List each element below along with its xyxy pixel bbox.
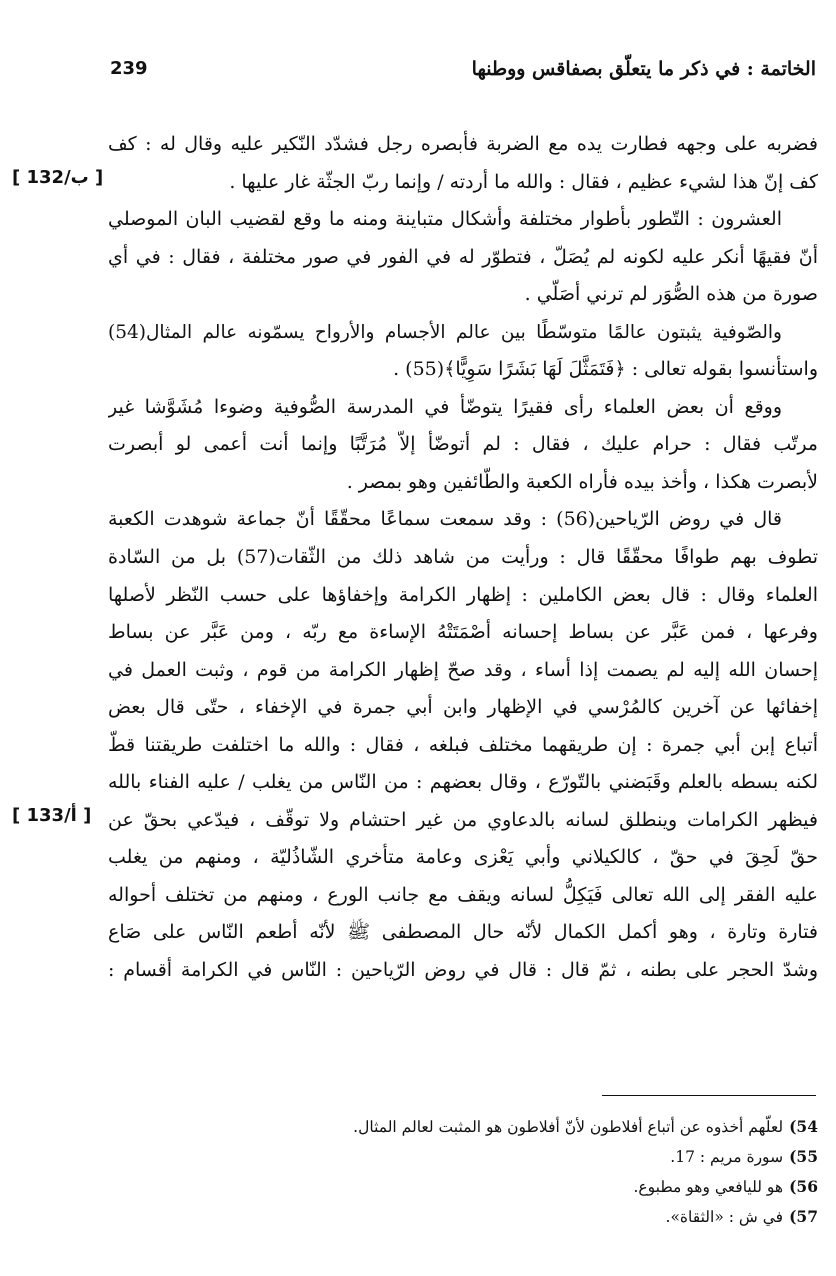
text-line: ووقع أن بعض العلماء رأى فقيرًا يتوضّأ في المدرسة الصُّوفية وضوءا مُشَوَّشا غير — [108, 395, 782, 418]
text-line: تطوف بهم طوافًا محقّقًا قال : ورأيت من شاهد ذلك من الثّقات(57) بل من السّادة — [108, 546, 818, 569]
text-line: وفرعها ، فمن عَبَّر عن بساط إحسانه أصْمَتَتْهُ الإساءة مع ربّه ، ومن عَبَّر عن بساط — [108, 621, 818, 644]
text-line: فيظهر الكرامات وينطلق لسانه بالدعاوي من غير احتشام ولا توقّف ، فيدّعي بحقّ عن — [108, 808, 818, 831]
footnote-number: 54) — [789, 1117, 818, 1136]
footnote-item — [108, 1112, 818, 1142]
footnote-text: لعلّهم أخذوه عن أتباع أفلاطون لأنّ أفلاطون هو المثبت لعالم المثال. — [353, 1118, 784, 1136]
text-line: إحسان الله إليه لم يصمت إذا أساء ، وقد صحّ إظهار الكرامة من قوم ، وثبت العمل في — [108, 658, 818, 681]
page-number: 239 — [110, 58, 148, 79]
text-line: والصّوفية يثبتون عالمًا متوسّطًا بين عالم الأجسام والأرواح يسمّونه عالم المثال(54) — [108, 321, 782, 343]
text-line: أتباع إبن أبي جمرة : إن طريقهما مختلف فبلغه ، فقال : والله ما اختلفت طريقتنا قطّ — [108, 733, 818, 756]
text-line: وشدّ الحجر على بطنه ، ثمّ قال : قال في روض الرّياحين : النّاس في الكرامة أقسام : — [108, 959, 818, 982]
footnote-number: 57) — [789, 1207, 818, 1226]
footnote-number: 56) — [789, 1177, 818, 1196]
text-line: العلماء وقال : قال بعض الكاملين : إظهار الكرامة وإخفاؤها على حسب النّظر لأصلها — [108, 583, 818, 606]
chapter-title: الخاتمة : في ذكر ما يتعلّق بصفاقس ووطنها — [471, 58, 816, 80]
text-line: قال في روض الرّياحين(56) : وقد سمعت سماعًا محقّقًا أنّ جماعة شوهدت الكعبة — [108, 508, 782, 531]
footnote-text: سورة مريم : 17. — [670, 1148, 784, 1166]
text-line: عليه الفقر إلى الله تعالى فَيَكِلُّ لسانه ويقف مع جانب الورع ، ومنهم من تختلف أحواله — [108, 883, 818, 906]
footnote-number: 55) — [789, 1147, 818, 1166]
footnote-separator — [602, 1095, 816, 1096]
text-line: كف إنّ هذا لشيء عظيم ، فقال : والله ما أردته / وإنما ربّ الجثّة غار عليها . — [229, 170, 818, 193]
footnote-text: في ش : «الثقاة». — [665, 1208, 784, 1226]
text-line: مرتّب فقال : حرام عليك ، فقال : لم أتوضّأ إلاّ مُرَتَّبًا وإنما أنت أعمى لو أبصرت — [108, 433, 818, 456]
text-line: العشرون : التّطور بأطوار مختلفة وأشكال متباينة ومنه ما وقع لقضيب البان الموصلي — [108, 208, 782, 231]
text-line: حقّ لَحِقَ في حقّ ، كالكيلاني وأبي يَعْزى وعامة متأخري الشّاذُليّة ، ومنهم من يغلب — [108, 846, 818, 869]
text-line: فتارة وتارة ، وهو أكمل الكمال لأنّه حال المصطفى ﷺ لأنّه أطعم النّاس على صَاع — [108, 921, 818, 944]
footnote-item — [108, 1202, 818, 1232]
text-line: لكنه بسطه بالعلم وقَبَضني بالتّورّع ، وقال بعضهم : من النّاس من يغلب / عليه الفناء بالله — [108, 771, 818, 794]
footnotes — [108, 1112, 818, 1232]
body-text — [108, 126, 818, 990]
text-line: إخفائها عن آخرين كالمُرْسي في الإظهار وابن أبي جمرة في الإخفاء ، حتّى قال بعض — [108, 696, 818, 719]
text-line: لأبصرت هكذا ، وأخذ بيده فأراه الكعبة والطّائفين وهو بمصر . — [346, 470, 818, 493]
running-header — [110, 58, 816, 88]
margin-folio-note: [ 132/ب ] — [12, 167, 104, 188]
text-line: واستأنسوا بقوله تعالى : ﴿فَتَمَثَّلَ لَهَا بَشَرًا سَوِيًّا﴾(55) . — [393, 358, 818, 381]
footnote-text: هو لليافعي وهو مطبوع. — [633, 1178, 784, 1196]
text-line: أنّ فقيهًا أنكر عليه لكونه لم يُصَلّ ، فتطوّر له في الفور في صور مختلفة ، فقال : في أي — [108, 245, 818, 268]
text-line: فضربه على وجهه فطارت يده مع الضربة فأبصره رجل فشدّد النّكير عليه وقال له : كف — [108, 133, 818, 155]
footnote-item — [108, 1142, 818, 1172]
margin-folio-note: [ 133/أ ] — [12, 805, 92, 826]
footnote-item — [108, 1172, 818, 1202]
text-line: صورة من هذه الصُّوَر لم ترني أصَلّي . — [524, 283, 818, 306]
